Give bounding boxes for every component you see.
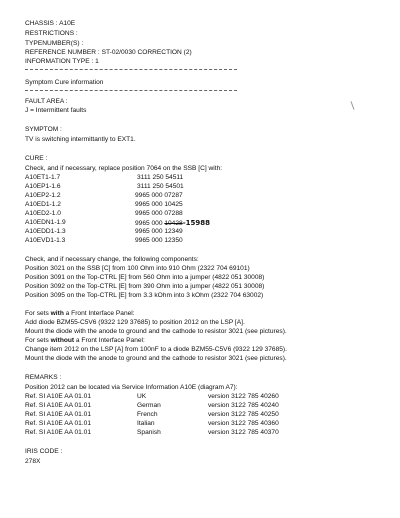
position-line: Position 3095 on the Top-CTRL [E] from 3.3 kOhm into 3 kOhm (2322 704 63002) (25, 292, 264, 299)
table-row (25, 393, 279, 401)
part-cell: 9965 000 10425 (135, 201, 183, 208)
table-row (25, 429, 279, 437)
position-line: Position 3021 on the SSB [C] from 100 Ohm into 910 Ohm (2322 704 69101) (25, 265, 250, 272)
part-prefix: 9965 000 (135, 220, 165, 227)
model-cell: A10ED2-1.0 (25, 210, 61, 217)
front-without-heading (25, 337, 145, 345)
table-row (25, 228, 183, 236)
model-cell: A10EP1-1.6 (25, 183, 61, 190)
table-row (25, 210, 183, 218)
table-row (25, 201, 183, 209)
table-row (25, 183, 184, 191)
model-cell: A10ED1-1.2 (25, 201, 61, 208)
remarks-intro: Position 2012 can be located via Service Information A10E (diagram A7): (25, 384, 238, 391)
heading-post: a Front Interface Panel: (63, 310, 135, 317)
part-cell: 9965 000 12349 (135, 228, 183, 235)
symptom-cure-info: Symptom Cure information (25, 79, 104, 86)
position-line: Position 3092 on the Top-CTRL [E] from 390 Ohm into a jumper (4822 051 30008) (25, 283, 265, 290)
lang-cell: Italian (137, 420, 155, 427)
heading-emphasis: with (50, 310, 64, 317)
lang-cell: French (137, 411, 158, 418)
info-type-line: INFORMATION TYPE : 1 (25, 58, 99, 65)
model-cell: A10ET1-1.7 (25, 174, 61, 181)
iris-value: 278X (25, 458, 41, 465)
lang-cell: German (137, 402, 161, 409)
iris-label: IRIS CODE : (25, 448, 63, 455)
cure-label: CURE : (25, 155, 48, 162)
ref-cell: Ref. SI A10E AA 01.01 (25, 393, 91, 400)
front-without-line-1: Change item 2012 on the LSP [A] from 100nF to a diode BZM55-C5V6 (9322 129 37685). (25, 346, 287, 353)
divider-2 (25, 90, 237, 91)
symptom-value: TV is switching intermittantly to EXT1. (25, 136, 136, 143)
handwritten-correction: -15988 (182, 219, 210, 227)
typenumbers-line: TYPENUMBER(S) : (25, 40, 84, 47)
part-cell: 3111 250 54501 (137, 183, 184, 190)
check-intro: Check, and if necessary change, the following components: (25, 256, 199, 263)
front-with-heading (25, 310, 135, 318)
model-cell: A10EDD1-1.3 (25, 228, 66, 235)
model-cell: A10EDN1-1.9 (25, 219, 66, 226)
heading-emphasis: without (50, 337, 75, 344)
struck-part-number: 10428 (164, 220, 183, 227)
symptom-label: SYMPTOM : (25, 126, 62, 133)
table-row (25, 219, 210, 227)
restrictions-line: RESTRICTIONS : (25, 30, 78, 37)
ref-cell: Ref. SI A10E AA 01.01 (25, 429, 91, 436)
table-row (25, 174, 184, 182)
divider-1 (25, 69, 237, 70)
heading-pre: For sets (25, 337, 51, 344)
version-cell: version 3122 785 40240 (208, 402, 279, 409)
version-cell: version 3122 785 40360 (208, 420, 279, 427)
model-cell: A10EVD1-1.3 (25, 237, 66, 244)
reference-line: REFERENCE NUMBER : ST-02/0030 CORRECTION (2) (25, 49, 192, 56)
heading-post: a Front Interface Panel: (74, 337, 145, 344)
position-line: Position 3091 on the Top-CTRL [E] from 560 Ohm into a jumper (4822 051 30008) (25, 274, 265, 281)
part-cell: 9965 000 07287 (135, 192, 183, 199)
cure-intro: Check, and if necessary, replace position 7064 on the SSB [C] with: (25, 165, 223, 172)
version-cell: version 3122 785 40260 (208, 393, 279, 400)
version-cell: version 3122 785 40370 (208, 429, 279, 436)
version-cell: version 3122 785 40250 (208, 411, 279, 418)
lang-cell: Spanish (137, 429, 161, 436)
lang-cell: UK (137, 393, 147, 400)
fault-area-label: FAULT AREA : (25, 98, 68, 105)
model-cell: A10EP2-1.2 (25, 192, 61, 199)
fault-area-value: J = Intermittent faults (25, 107, 87, 114)
remarks-label: REMARKS : (25, 374, 62, 381)
front-without-line-2: Mount the diode with the anode to ground and the cathode to resistor 3021 (see pictures). (25, 355, 287, 362)
part-cell: 3111 250 54511 (137, 174, 184, 181)
part-cell: 9965 000 07288 (135, 210, 183, 217)
table-row (25, 420, 279, 428)
table-row (25, 237, 183, 245)
table-row (25, 192, 183, 200)
ref-cell: Ref. SI A10E AA 01.01 (25, 402, 91, 409)
table-row (25, 402, 279, 410)
ref-cell: Ref. SI A10E AA 01.01 (25, 411, 91, 418)
heading-pre: For sets (25, 310, 51, 317)
front-with-line-2: Mount the diode with the anode to ground and the cathode to resistor 3021 (see pictures). (25, 328, 287, 335)
ref-cell: Ref. SI A10E AA 01.01 (25, 420, 91, 427)
part-cell-corrected (135, 219, 210, 228)
table-row (25, 411, 279, 419)
pen-mark (350, 101, 354, 110)
chassis-line: CHASSIS : A10E (25, 20, 76, 27)
front-with-line-1: Add diode BZM55-C5V6 (9322 129 37685) to position 2012 on the LSP [A]. (25, 319, 245, 326)
part-cell: 9965 000 12350 (135, 237, 183, 244)
